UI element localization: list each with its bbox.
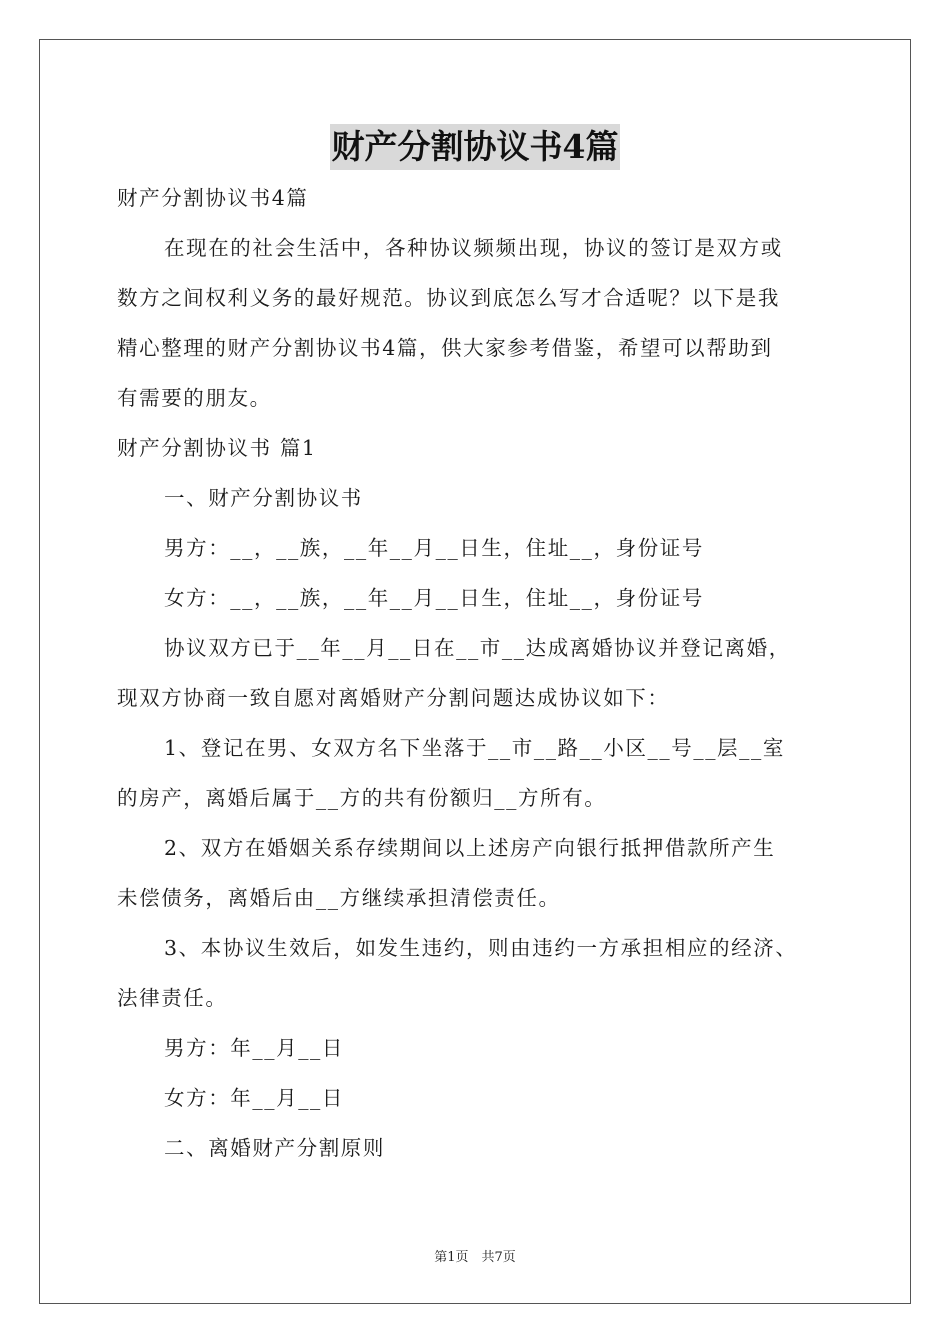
section-heading: 财产分割协议书 篇1 [117, 436, 317, 460]
document-title: 财产分割协议书4篇 [330, 124, 621, 170]
text-line: 数方之间权利义务的最好规范。协议到底怎么写才合适呢？以下是我 [117, 286, 780, 310]
document-body [117, 173, 837, 1173]
text-line: 男方：__，__族，__年__月__日生，住址__，身份证号 [164, 536, 704, 560]
title-wrap [0, 124, 950, 170]
text-line: 2、双方在婚姻关系存续期间以上述房产向银行抵押借款所产生 [164, 836, 776, 860]
text-line: 未偿债务，离婚后由__方继续承担清偿责任。 [117, 886, 561, 910]
text-line: 有需要的朋友。 [117, 386, 272, 410]
text-line: 1、登记在男、女双方名下坐落于__市__路__小区__号__层__室 [164, 736, 785, 760]
text-line: 男方：年__月__日 [164, 1036, 344, 1060]
text-line: 精心整理的财产分割协议书4篇，供大家参考借鉴，希望可以帮助到 [117, 336, 773, 360]
text-line: 一、财产分割协议书 [164, 486, 363, 510]
text-line: 协议双方已于__年__月__日在__市__达成离婚协议并登记离婚， [164, 636, 791, 660]
text-line: 女方：年__月__日 [164, 1086, 344, 1110]
text-line: 财产分割协议书4篇 [117, 186, 309, 210]
text-line: 在现在的社会生活中，各种协议频频出现，协议的签订是双方或 [164, 236, 783, 260]
text-line: 法律责任。 [117, 986, 228, 1010]
text-line: 的房产，离婚后属于__方的共有份额归__方所有。 [117, 786, 607, 810]
page-footer: 第1页 共7页 [434, 1250, 516, 1265]
text-line: 二、离婚财产分割原则 [164, 1136, 385, 1160]
text-line: 女方：__，__族，__年__月__日生，住址__，身份证号 [164, 586, 704, 610]
text-line: 3、本协议生效后，如发生违约，则由违约一方承担相应的经济、 [164, 936, 798, 960]
text-line: 现双方协商一致自愿对离婚财产分割问题达成协议如下： [117, 686, 670, 710]
